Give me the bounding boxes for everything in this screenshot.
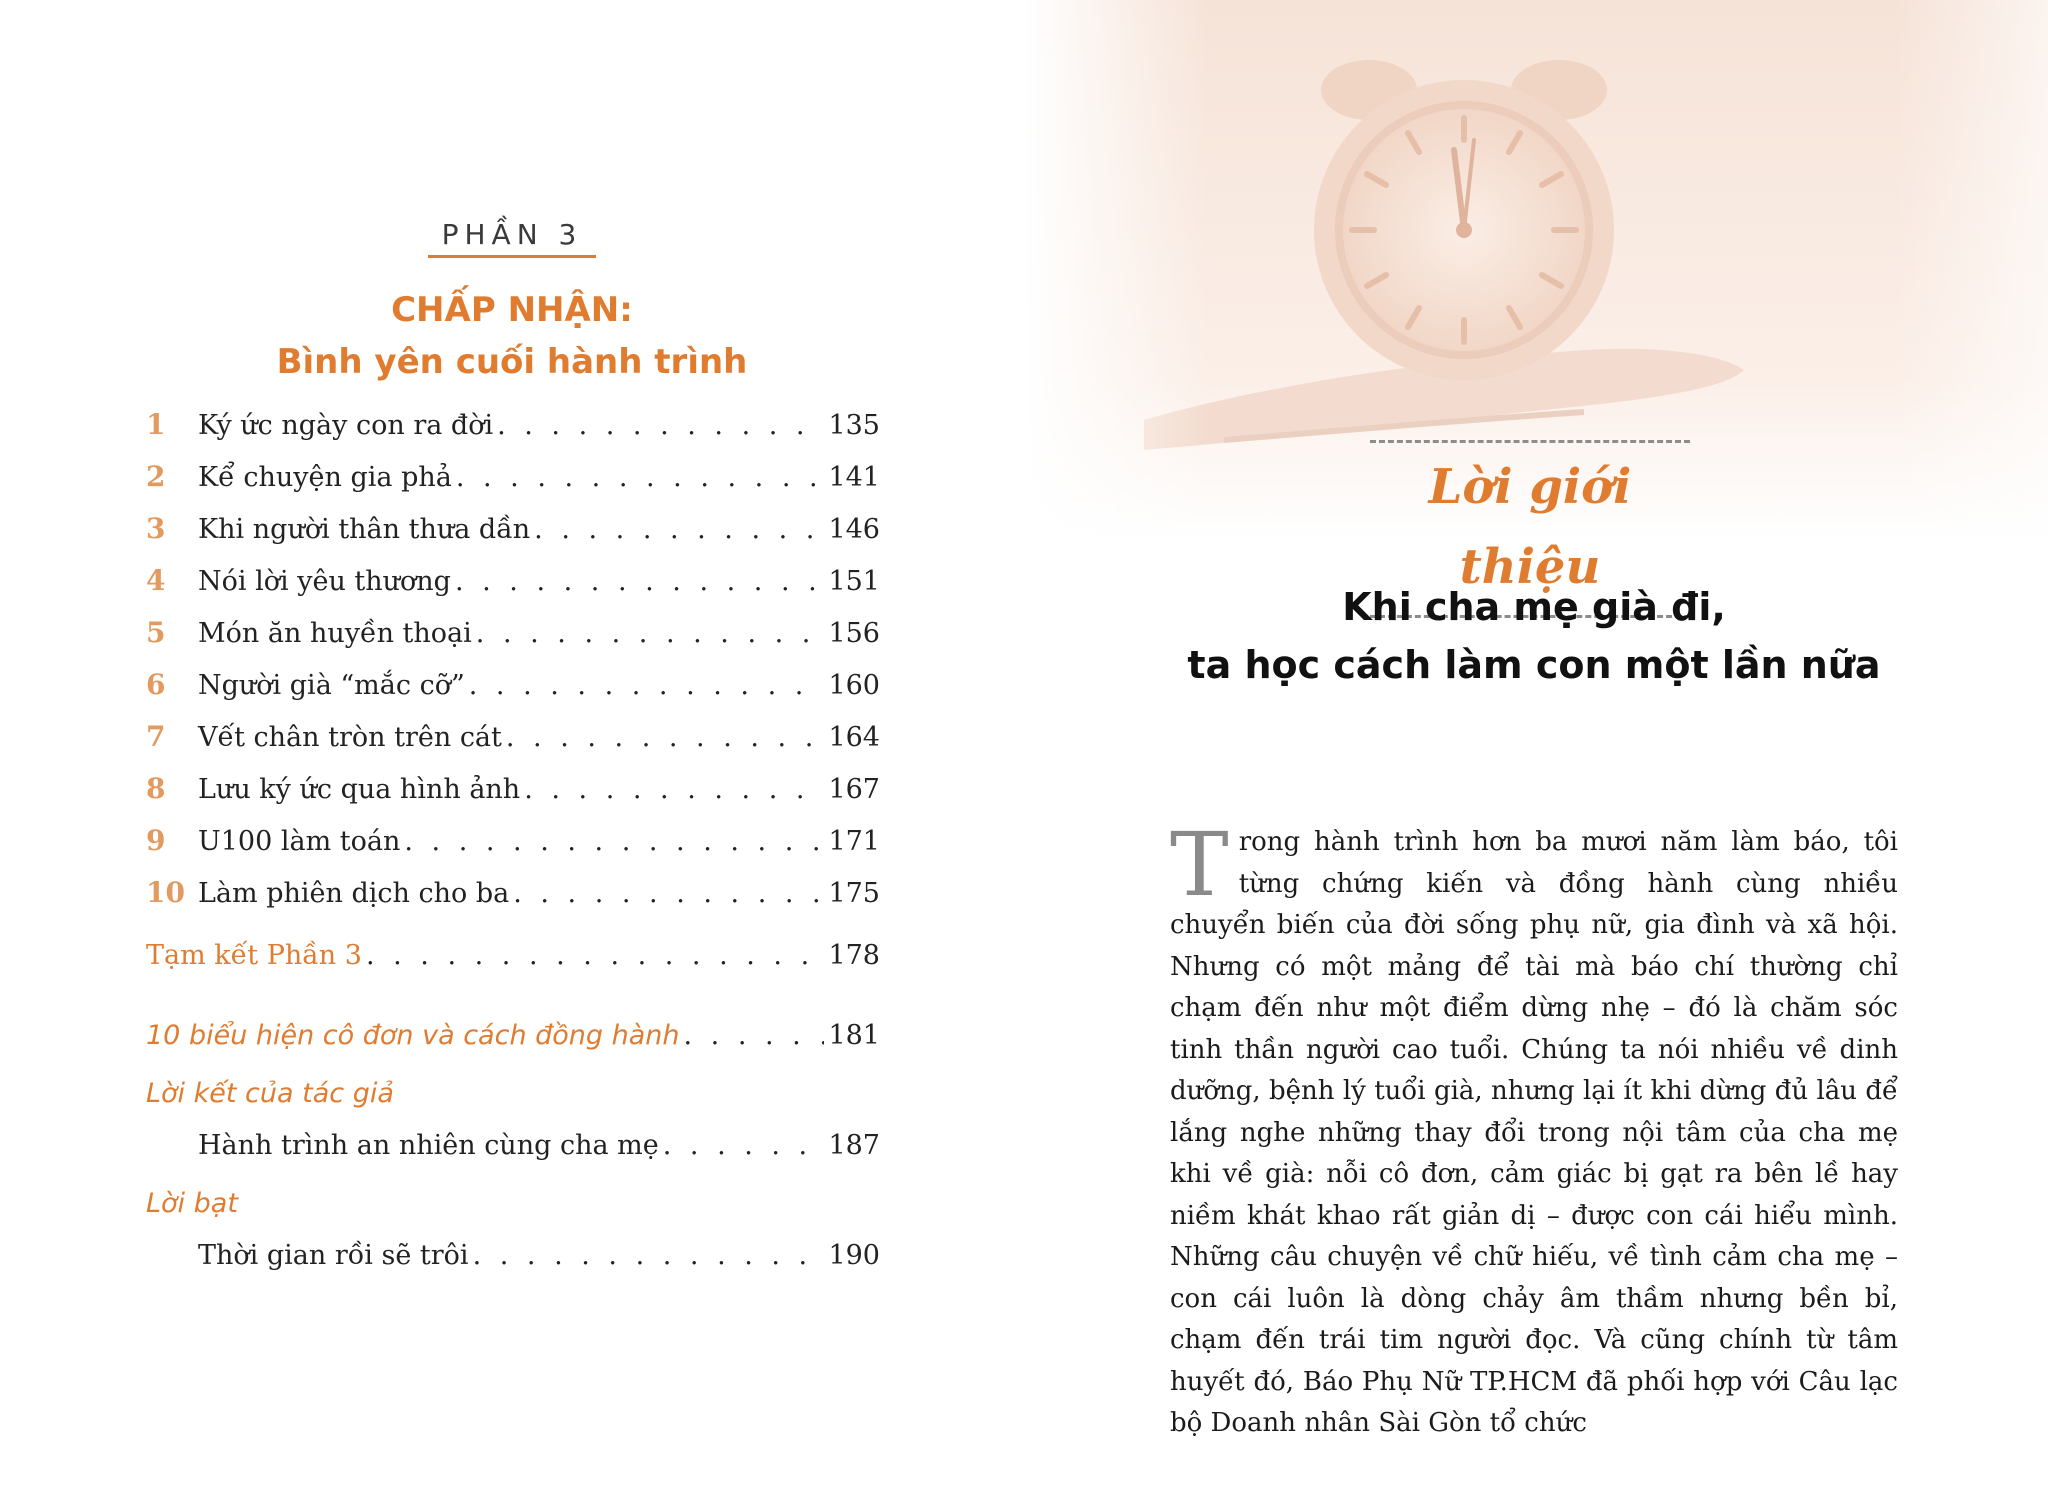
chapter-title: Kể chuyện gia phả [198, 462, 452, 493]
right-page-intro [1024, 0, 2048, 1500]
chapter-number: 8 [146, 772, 166, 805]
dot-leader [469, 670, 825, 701]
part-title-line1: CHẤP NHẬN: [391, 290, 633, 330]
part-label: PHẦN 3 [428, 218, 596, 258]
dot-leader [524, 774, 824, 805]
toc-entry-2[interactable] [146, 460, 880, 500]
chapter-title: Vết chân tròn trên cát [198, 722, 502, 753]
toc-entry-8[interactable] [146, 772, 880, 812]
dot-leader [366, 940, 825, 971]
chapter-title: Món ăn huyền thoại [198, 618, 472, 649]
chapter-title: Nói lời yêu thương [198, 566, 451, 597]
dot-leader [473, 1240, 825, 1271]
toc-entry-6[interactable] [146, 668, 880, 708]
page-number: 146 [828, 514, 880, 545]
loi-ket-heading: Lời kết của tác giả [146, 1078, 394, 1109]
page-number: 175 [828, 878, 880, 909]
drop-cap: T [1170, 813, 1229, 916]
toc-entry-10[interactable] [146, 876, 880, 916]
intro-title [1144, 578, 1924, 694]
page-number: 187 [828, 1130, 880, 1161]
toc-entry-5[interactable] [146, 616, 880, 656]
toc-entry-loi-ket[interactable] [198, 1130, 880, 1170]
toc-entry-tam-ket[interactable] [146, 940, 880, 980]
chapter-number: 3 [146, 512, 166, 545]
dot-leader [663, 1130, 825, 1161]
page-number: 135 [828, 410, 880, 441]
dot-leader [455, 566, 824, 597]
chapter-number: 2 [146, 460, 166, 493]
chapter-title: U100 làm toán [198, 826, 401, 857]
chapter-title: Làm phiên dịch cho ba [198, 878, 510, 909]
page-number: 178 [828, 940, 880, 971]
toc-entry-loi-bat[interactable] [198, 1240, 880, 1280]
chapter-number: 10 [146, 876, 185, 909]
page-number: 164 [828, 722, 880, 753]
page-number: 156 [828, 618, 880, 649]
intro-body-paragraph [1170, 813, 1898, 1445]
chapter-number: 4 [146, 564, 166, 597]
loi-bat-title: Thời gian rồi sẽ trôi [198, 1240, 469, 1271]
part-title-line2: Bình yên cuối hành trình [276, 342, 748, 382]
page-number: 160 [828, 670, 880, 701]
toc-entry-4[interactable] [146, 564, 880, 604]
dot-leader [476, 618, 825, 649]
chapter-title: Lưu ký ức qua hình ảnh [198, 774, 521, 805]
intro-label: Lời giới thiệu [1428, 459, 1632, 595]
page-number: 190 [828, 1240, 880, 1271]
dashed-divider-top [1370, 440, 1690, 443]
chapter-title: Người già “mắc cỡ” [198, 670, 465, 701]
toc-entry-appendix[interactable] [146, 1020, 880, 1060]
chapter-number: 5 [146, 616, 166, 649]
page-number: 151 [828, 566, 880, 597]
chapter-title: Ký ức ngày con ra đời [198, 410, 494, 441]
appendix-title: 10 biểu hiện cô đơn và cách đồng hành [146, 1020, 680, 1051]
chapter-number: 1 [146, 408, 166, 441]
loi-bat-heading: Lời bạt [146, 1188, 238, 1219]
body-text: rong hành trình hơn ba mươi năm làm báo, tôi từng chứng kiến và đồng hành cùng nhiều chuyển biến của đời sống phụ nữ, gia đình và xã hội. Nhưng có một mảng để tài mà báo chí thường chỉ chạm đến như một điểm dừng nhẹ – đó là chăm sóc tinh thần người cao tuổi. Chúng ta nói nhiều về dinh dưỡng, bệnh lý tuổi già, nhưng lại ít khi dừng đủ lâu để lắng nghe những thay đổi trong nội tâm của cha mẹ khi về già: nỗi cô đơn, cảm giác bị gạt ra bên lề hay niềm khát khao rất giản dị – được con cái hiểu mình. Những câu chuyện về chữ hiếu, về tình cảm cha mẹ – con cái luôn là dòng chảy âm thầm nhưng bền bỉ, chạm đến trái tim người đọc. Và cũng chính từ tâm huyết đó, Báo Phụ Nữ TP.HCM đã phối hợp với Câu lạc bộ Doanh nhân Sài Gòn tổ chức [1170, 827, 1898, 1438]
chapter-number: 9 [146, 824, 166, 857]
loi-ket-title: Hành trình an nhiên cùng cha mẹ [198, 1130, 659, 1161]
intro-title-line2: ta học cách làm con một lần nữa [1187, 643, 1881, 687]
toc-entry-9[interactable] [146, 824, 880, 864]
dot-leader [456, 462, 825, 493]
toc-entry-7[interactable] [146, 720, 880, 760]
toc-entry-3[interactable] [146, 512, 880, 552]
tam-ket-title: Tạm kết Phần 3 [146, 940, 362, 971]
dot-leader [497, 410, 824, 441]
page-number: 171 [828, 826, 880, 857]
dot-leader [404, 826, 824, 857]
dot-leader [513, 878, 824, 909]
page-number: 181 [828, 1020, 880, 1051]
intro-title-line1: Khi cha mẹ già đi, [1342, 585, 1726, 629]
chapter-title: Khi người thân thưa dần [198, 514, 531, 545]
chapter-number: 7 [146, 720, 166, 753]
dot-leader [534, 514, 824, 545]
part-title [200, 284, 824, 388]
page-number: 167 [828, 774, 880, 805]
dot-leader [684, 1020, 825, 1051]
toc-entry-1[interactable] [146, 408, 880, 448]
chapter-number: 6 [146, 668, 166, 701]
dot-leader [506, 722, 825, 753]
page-number: 141 [828, 462, 880, 493]
